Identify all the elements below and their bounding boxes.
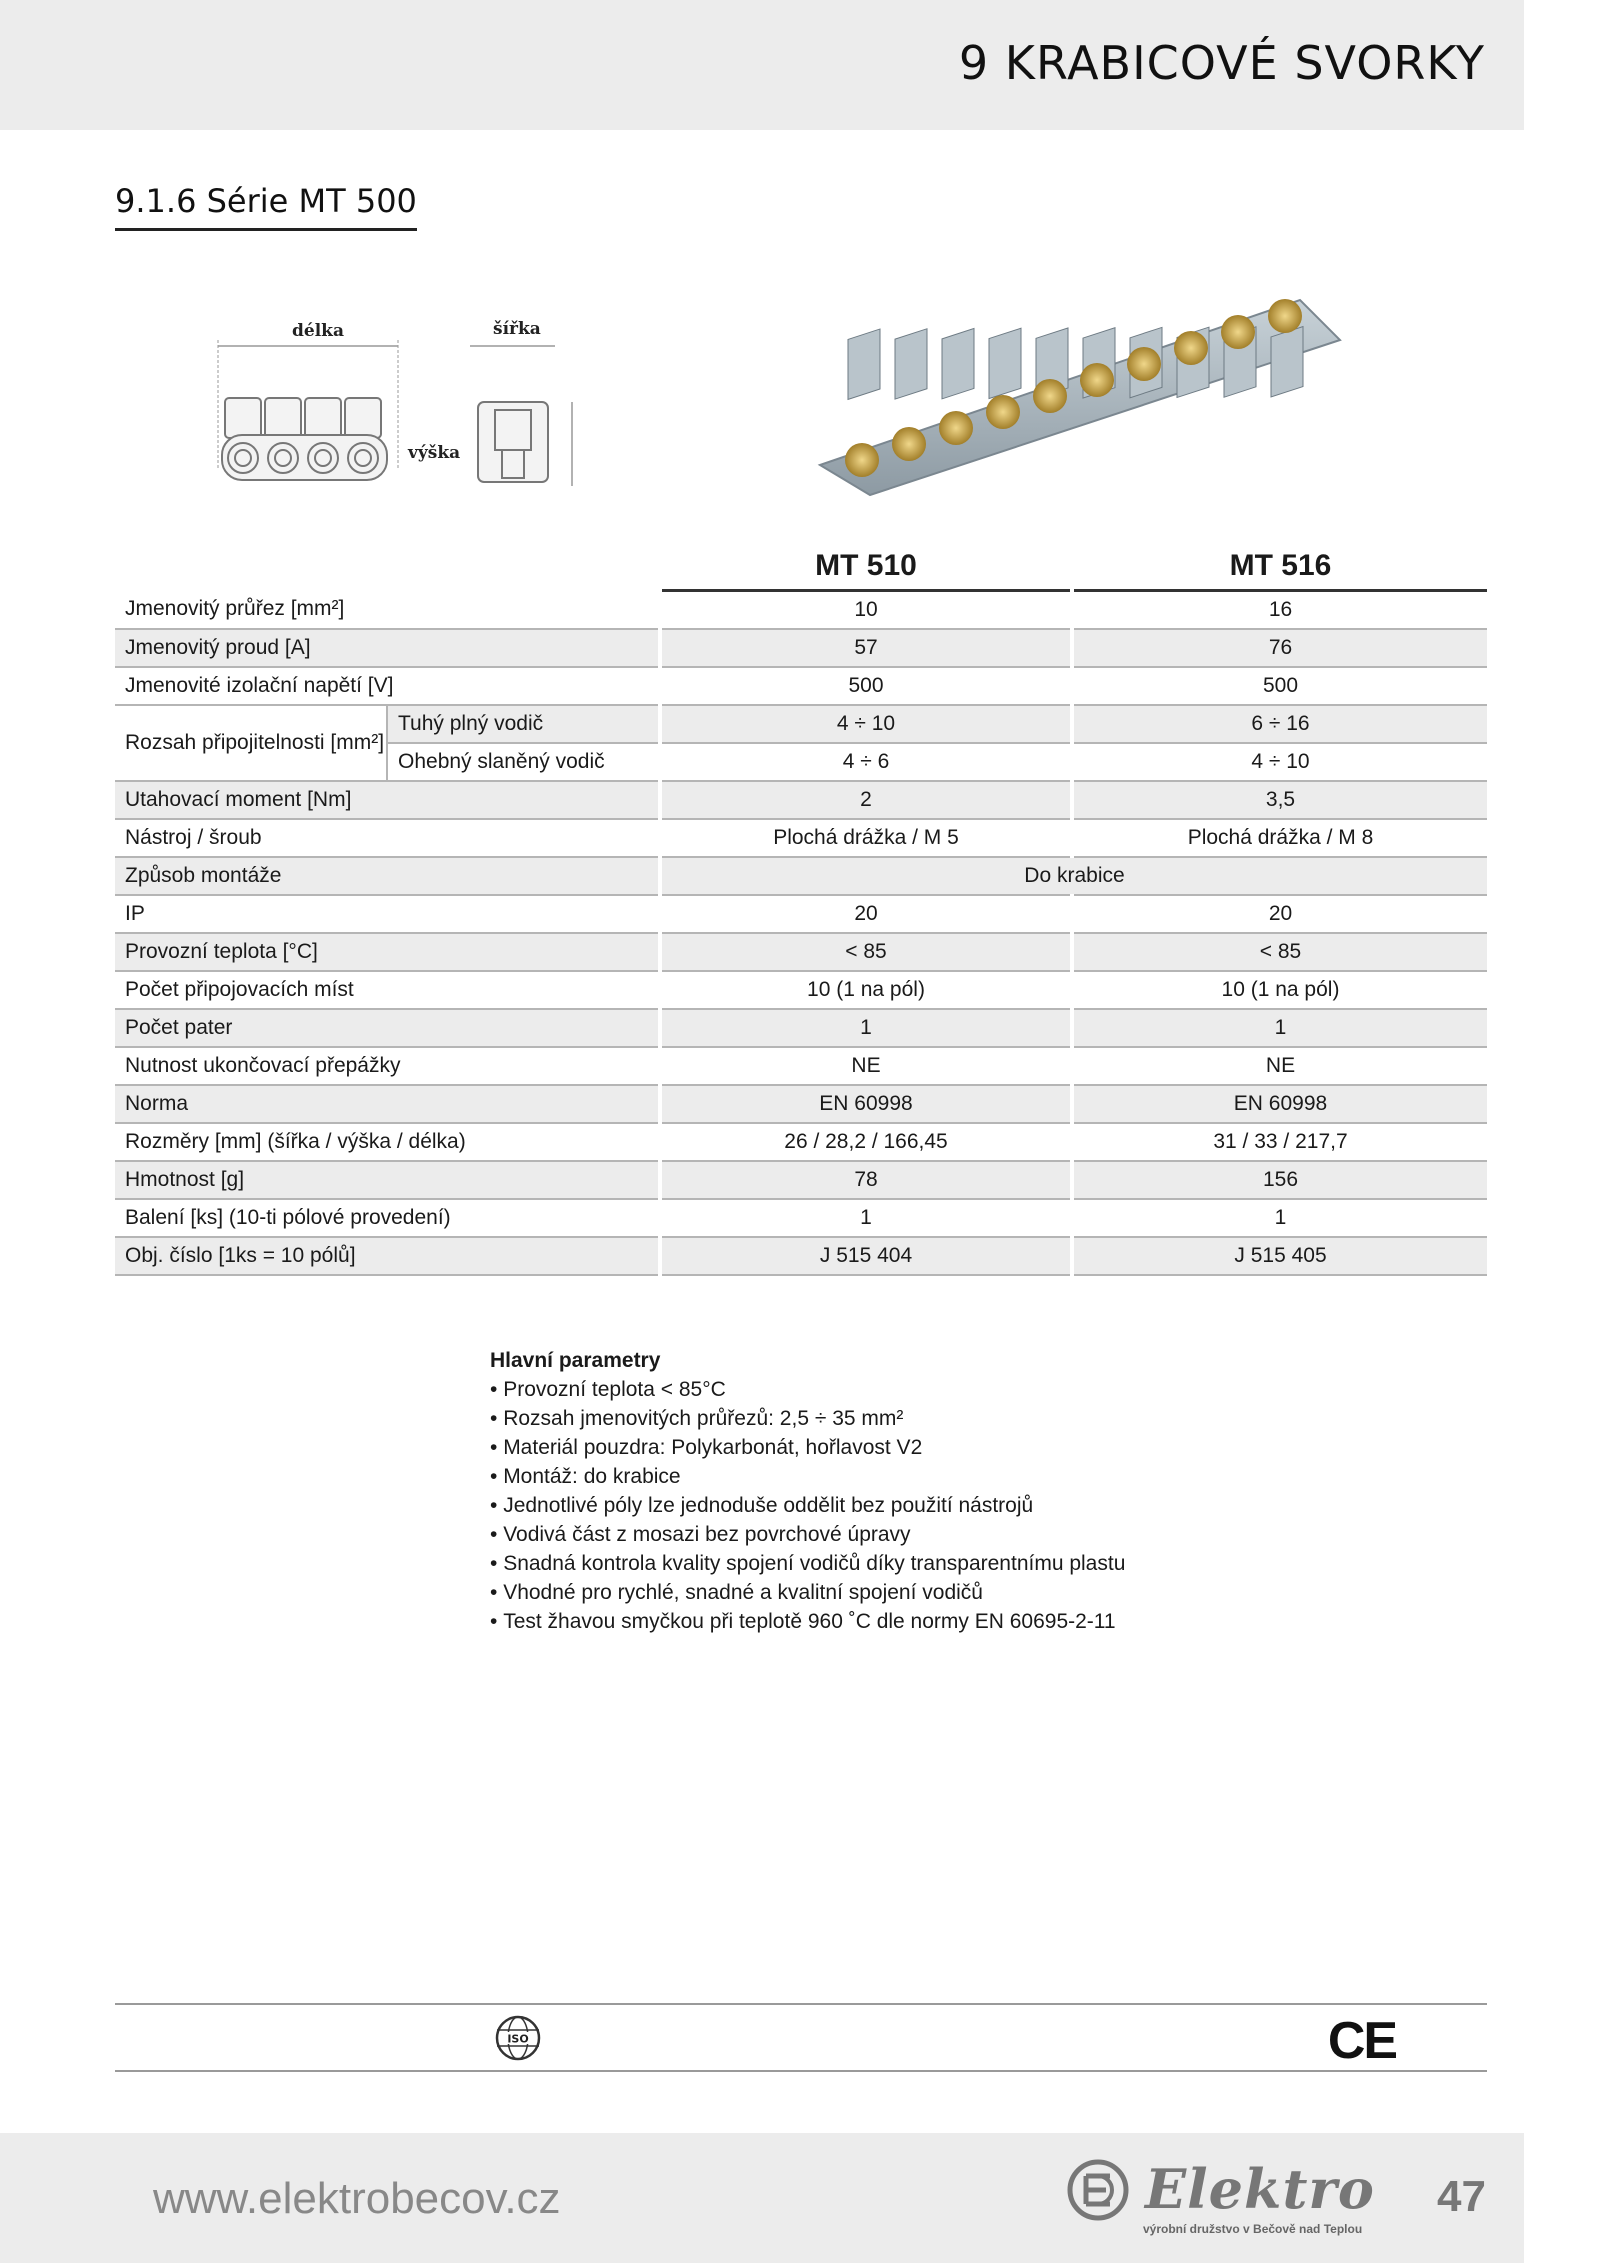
main-parameters bbox=[490, 1346, 1125, 1636]
list-item: • Jednotlivé póly lze jednoduše oddělit bez použití nástrojů bbox=[490, 1491, 1125, 1520]
list-item: • Snadná kontrola kvality spojení vodičů díky transparentnímu plastu bbox=[490, 1549, 1125, 1578]
list-item: • Vhodné pro rychlé, snadné a kvalitní spojení vodičů bbox=[490, 1578, 1125, 1607]
table-row: Balení [ks] (10-ti pólové provedení) 1 1 bbox=[115, 1199, 1487, 1237]
list-item: • Vodivá část z mosazi bez povrchové úpravy bbox=[490, 1520, 1125, 1549]
table-row: IP 20 20 bbox=[115, 895, 1487, 933]
table-row: Jmenovitý průřez [mm²] 10 16 bbox=[115, 591, 1487, 630]
logo-wordmark: Elektro bbox=[1145, 2157, 1375, 2221]
table-row: Obj. číslo [1ks = 10 pólů] J 515 404 J 515 405 bbox=[115, 1237, 1487, 1275]
diagram-length-label: délka bbox=[292, 321, 344, 341]
list-item: • Rozsah jmenovitých průřezů: 2,5 ÷ 35 mm² bbox=[490, 1404, 1125, 1433]
params-title: Hlavní parametry bbox=[490, 1349, 661, 1372]
table-row: Počet připojovacích míst 10 (1 na pól) 10 (1 na pól) bbox=[115, 971, 1487, 1009]
ce-icon bbox=[1328, 2014, 1396, 2062]
table-row: Hmotnost [g] 78 156 bbox=[115, 1161, 1487, 1199]
column-header: MT 510 bbox=[660, 545, 1072, 591]
divider bbox=[115, 2003, 1487, 2005]
list-item: • Materiál pouzdra: Polykarbonát, hořlavost V2 bbox=[490, 1433, 1125, 1462]
table-row: Provozní teplota [°C] < 85 < 85 bbox=[115, 933, 1487, 971]
table-row: Rozměry [mm] (šířka / výška / délka) 26 / 28,2 / 166,45 31 / 33 / 217,7 bbox=[115, 1123, 1487, 1161]
table-row: Rozsah připojitelnosti [mm²] Tuhý plný vodič 4 ÷ 10 6 ÷ 16 bbox=[115, 705, 1487, 743]
table-row: Nutnost ukončovací přepážky NE NE bbox=[115, 1047, 1487, 1085]
iso-icon bbox=[494, 2014, 542, 2062]
divider bbox=[115, 2070, 1487, 2072]
table-row: Jmenovitý proud [A] 57 76 bbox=[115, 629, 1487, 667]
table-row: Způsob montáže Do krabice bbox=[115, 857, 1487, 895]
table-row: Utahovací moment [Nm] 2 3,5 bbox=[115, 781, 1487, 819]
product-photo bbox=[800, 260, 1360, 500]
ce-label: CE bbox=[1328, 2014, 1396, 2062]
table-row: Jmenovité izolační napětí [V] 500 500 bbox=[115, 667, 1487, 705]
list-item: • Montáž: do krabice bbox=[490, 1462, 1125, 1491]
iso-label: ISO bbox=[507, 2032, 529, 2046]
list-item: • Test žhavou smyčkou při teplotě 960 ˚C dle normy EN 60695-2-11 bbox=[490, 1607, 1125, 1636]
table-row: Norma EN 60998 EN 60998 bbox=[115, 1085, 1487, 1123]
table-row: Nástroj / šroub Plochá drážka / M 5 Plochá drážka / M 8 bbox=[115, 819, 1487, 857]
chapter-title: 9 KRABICOVÉ SVORKY bbox=[958, 36, 1485, 90]
diagram-width-label: šířka bbox=[493, 319, 541, 339]
spec-table bbox=[115, 545, 1487, 1276]
table-row: Počet pater 1 1 bbox=[115, 1009, 1487, 1047]
table-row: Ohebný slaněný vodič 4 ÷ 6 4 ÷ 10 bbox=[115, 743, 1487, 781]
diagram-height-label: výška bbox=[408, 443, 461, 463]
params-list bbox=[490, 1375, 1125, 1636]
page-number: 47 bbox=[1437, 2172, 1486, 2221]
dimension-diagram bbox=[210, 310, 580, 500]
section-title: 9.1.6 Série MT 500 bbox=[115, 182, 417, 231]
list-item: • Provozní teplota < 85°C bbox=[490, 1375, 1125, 1404]
website-url: www.elektrobecov.cz bbox=[153, 2174, 561, 2223]
logo-subtitle: výrobní družstvo v Bečově nad Teplou bbox=[1143, 2222, 1363, 2236]
column-header: MT 516 bbox=[1072, 545, 1487, 591]
